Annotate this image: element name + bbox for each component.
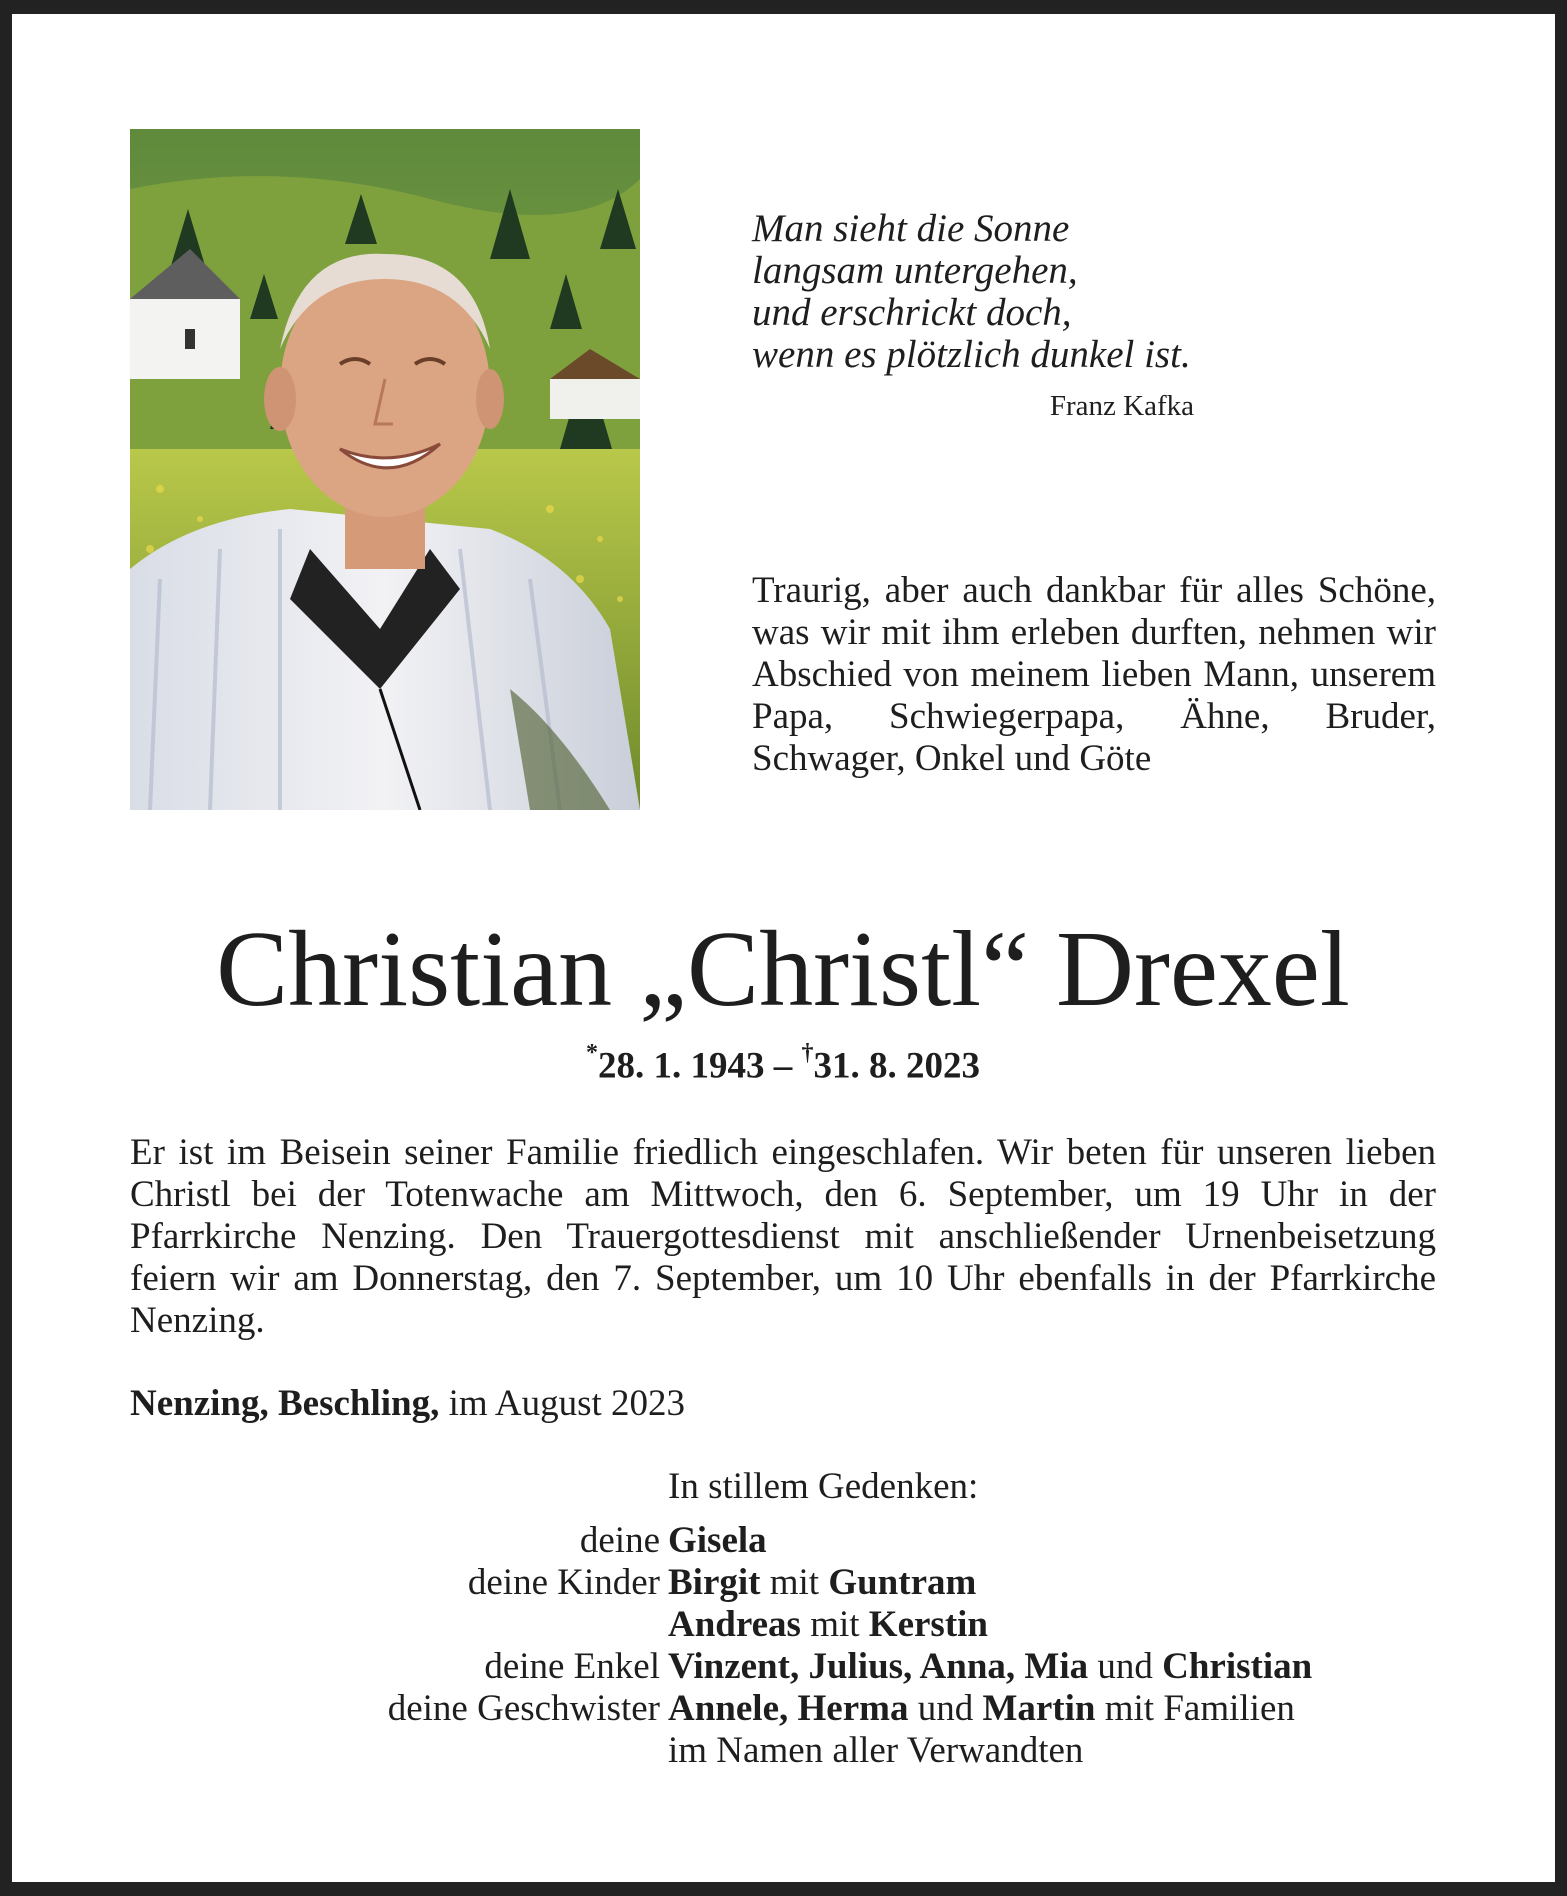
mourner-name: Martin [982,1688,1096,1729]
birth-date: 28. 1. 1943 [598,1045,765,1087]
mourner-connector: mit [800,1604,869,1645]
mourner-names [668,1730,1436,1772]
mourner-connector: mit [760,1562,829,1603]
place-date-text: im August 2023 [439,1383,686,1424]
mourner-name: Andreas [668,1604,801,1645]
deceased-name: Christian „Christl“ Drexel [216,910,1350,1029]
portrait-photo [130,129,640,810]
quote-line: wenn es plötzlich dunkel ist. [752,333,1191,376]
mourner-relation [130,1604,668,1646]
mourner-relation: deine [579,1520,660,1561]
mourner-names [668,1688,1436,1730]
mourner-row [130,1604,1436,1646]
death-symbol: † [801,1040,814,1066]
mourner-name: Vinzent, Julius, Anna, Mia [668,1646,1089,1687]
mourner-row [130,1688,1436,1730]
quote-line: langsam untergehen, [752,249,1078,292]
mourner-relation [130,1730,668,1772]
mourner-relation: deine Kinder [467,1562,660,1603]
mourner-rows [130,1520,1436,1772]
mourner-names [668,1646,1436,1688]
date-separator: – [764,1045,802,1087]
obituary-page [12,14,1555,1882]
quote-line: und erschrickt doch, [752,291,1072,334]
mourner-row [130,1520,1436,1562]
mourner-row [130,1646,1436,1688]
mourners-heading: In stillem Gedenken: [668,1466,979,1507]
funeral-details: Er ist im Beisein seiner Familie friedlich eingeschlafen. Wir beten für unseren lieben Christl bei der Totenwache am Mittwoch, den 6. September, um 19 Uhr in der Pfarrkirche Nenzing. Den Trauergottesdienst mit anschließender Urnenbeisetzung feiern wir am Donnerstag, den 7. September, um 10 Uhr ebenfalls in der Pfarrkirche Nenzing. [130,1132,1436,1341]
mourner-names [668,1520,1436,1562]
quote-author: Franz Kafka [1049,390,1194,422]
mourner-connector: mit Familien [1095,1688,1295,1729]
mourner-relation: deine Geschwister [387,1688,660,1729]
mourner-name: Guntram [828,1562,977,1603]
mourner-names [668,1562,1436,1604]
mourner-name: Kerstin [868,1604,988,1645]
mourner-name: Birgit [668,1562,761,1603]
mourners-list [130,1466,1436,1772]
portrait-photo-icon [130,129,640,810]
mourner-name: Christian [1162,1646,1313,1687]
place-date [130,1382,1030,1425]
birth-symbol: * [586,1040,598,1066]
mourner-row [130,1562,1436,1604]
life-dates [130,1040,1436,1087]
mourner-names [668,1604,1436,1646]
mourner-connector: und [1088,1646,1163,1687]
mourner-relation: deine Enkel [484,1646,660,1687]
mourner-row [130,1730,1436,1772]
mourner-name: Annele, Herma [668,1688,909,1729]
death-date: 31. 8. 2023 [813,1045,980,1087]
place-names: Nenzing, Beschling, [130,1383,440,1424]
quote [752,208,1272,376]
quote-line: Man sieht die Sonne [752,207,1070,250]
intro-text: Traurig, aber auch dankbar für alles Schöne, was wir mit ihm erleben durften, nehmen wir Abschied von meinem lieben Mann, unserem Papa, Schwiegerpapa, Ähne, Bruder, Schwager, Onkel und Göte [752,570,1436,779]
mourner-connector: im Namen aller Verwandten [668,1730,1084,1771]
mourner-name: Gisela [668,1520,767,1561]
mourner-connector: und [908,1688,983,1729]
